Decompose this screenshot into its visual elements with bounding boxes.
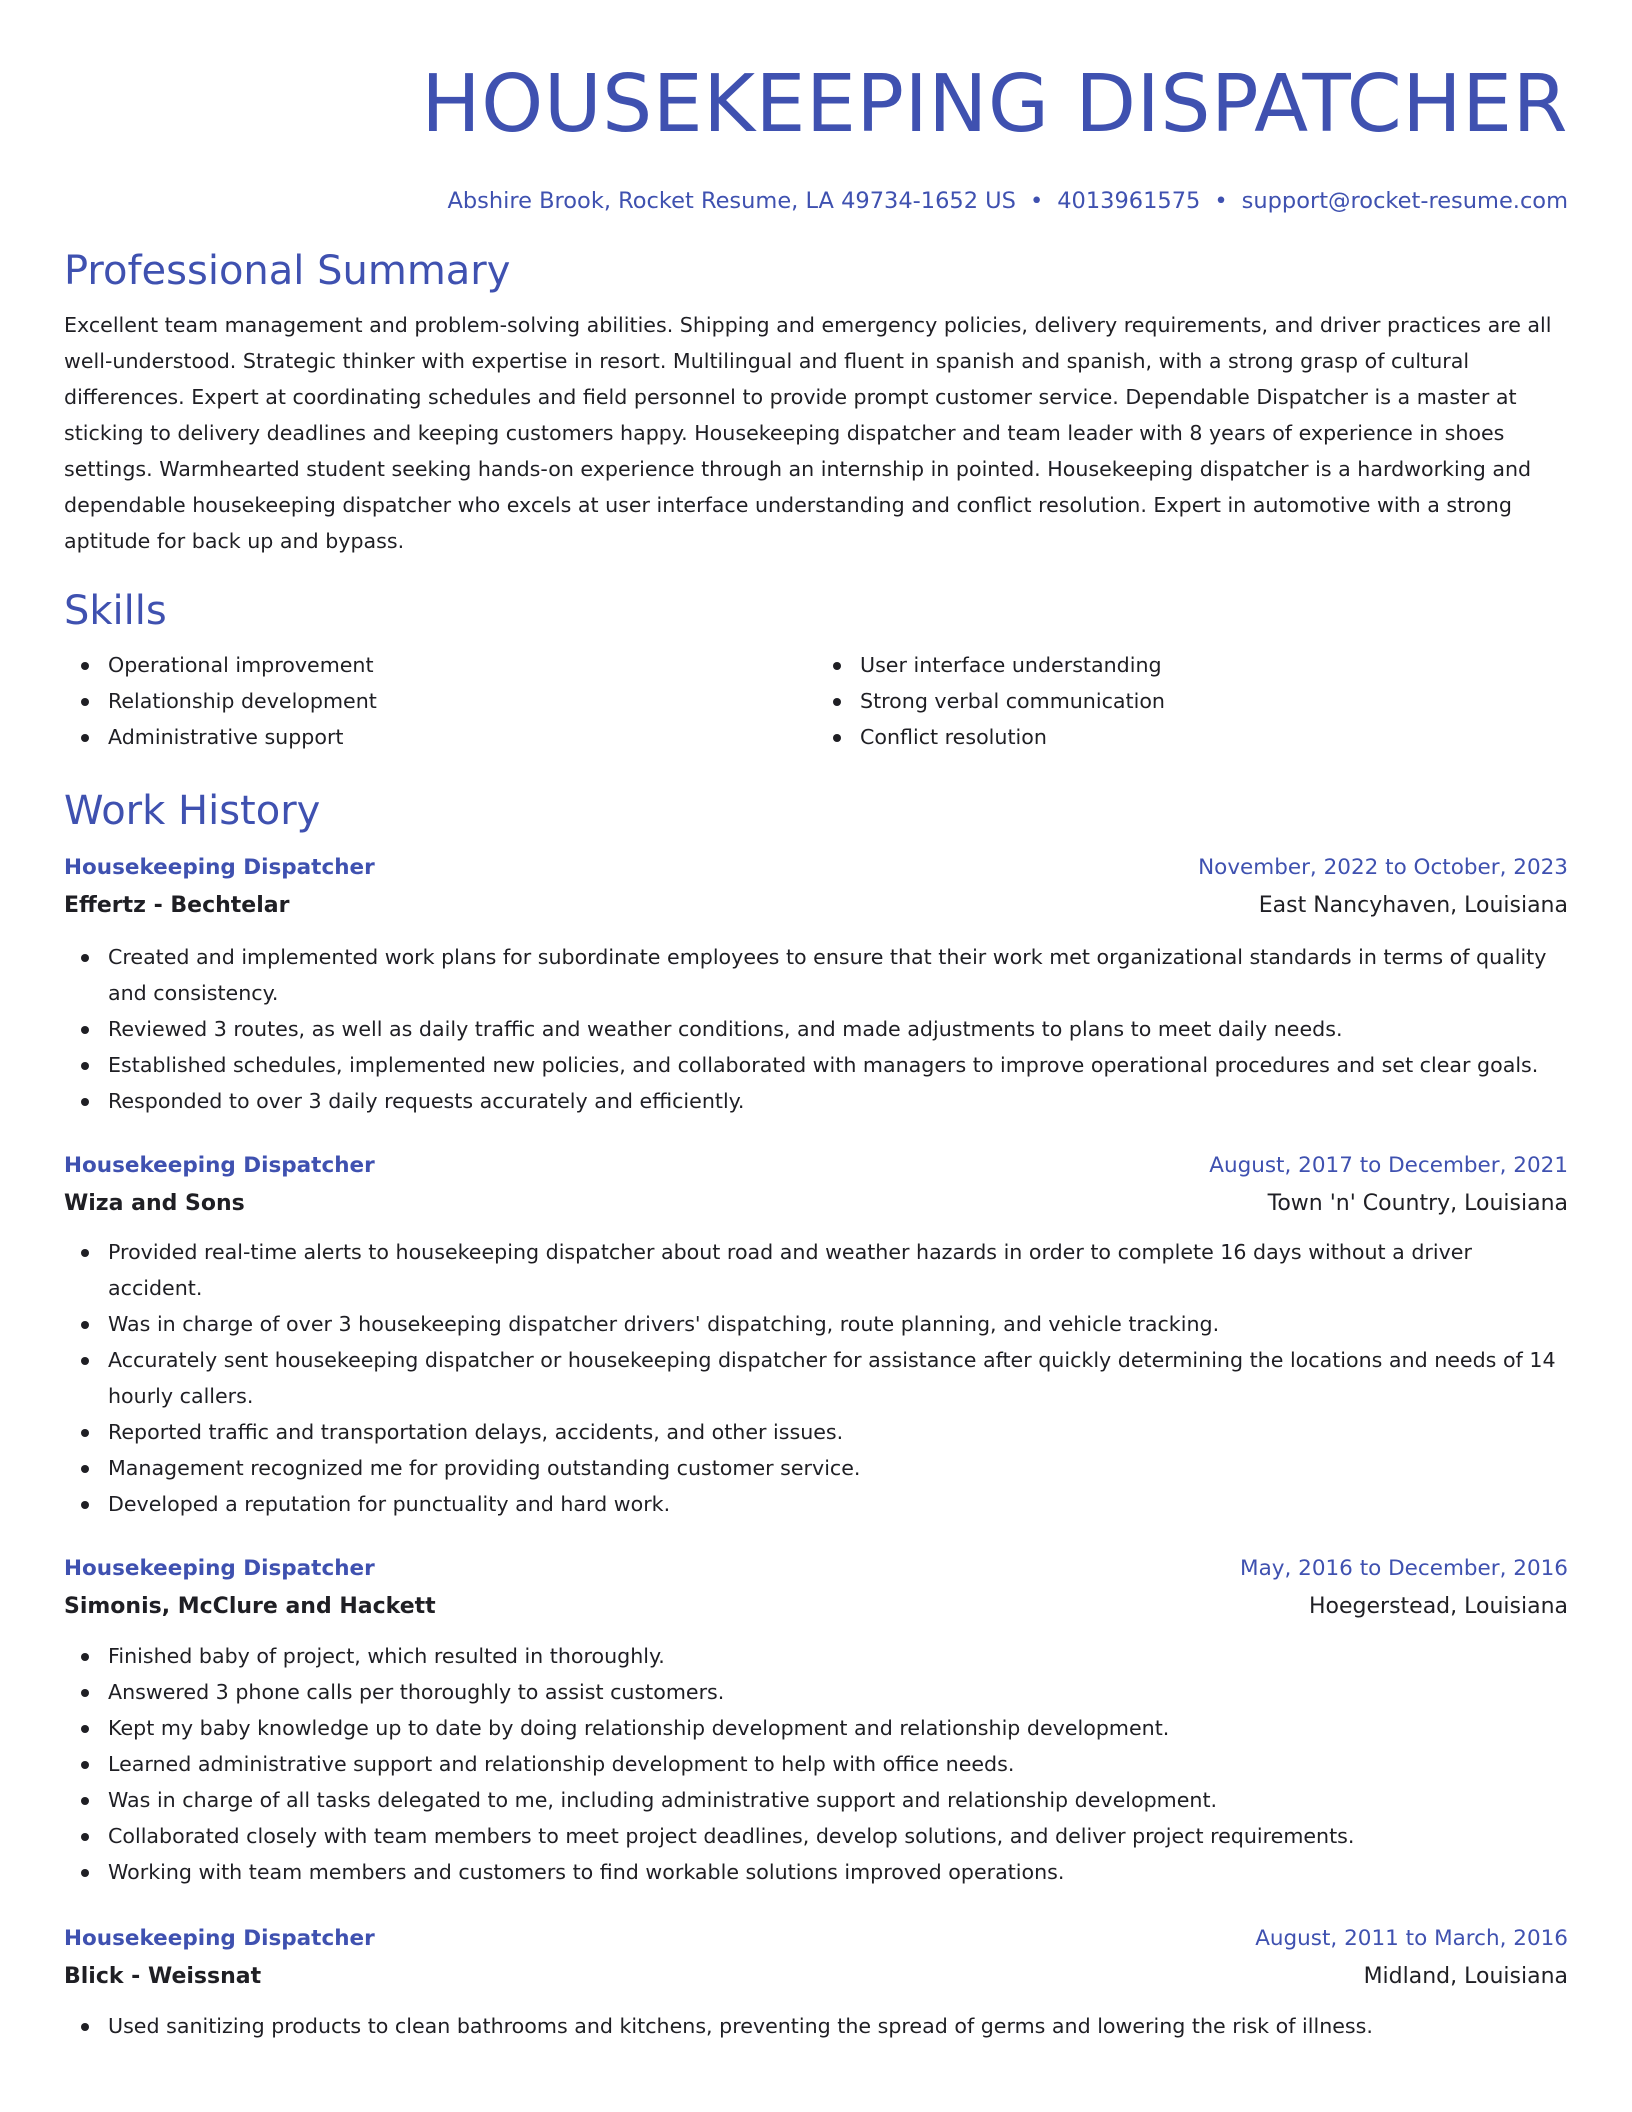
skills-heading: Skills — [64, 588, 167, 634]
job-location: Midland, Louisiana — [1363, 1964, 1568, 1989]
skill-item: User interface understanding — [860, 647, 1568, 683]
summary-text: Excellent team management and problem-solving abilities. Shipping and emergency policies, delivery requirements, and driver practices are all well-understood. Strategic thinker with expertise in resort. Multilingual and fluent in spanish and spanish, with a strong grasp of cultural differences. Expert at coordinating schedules and field personnel to provide prompt customer service. Dependable Dispatcher is a master at sticking to delivery deadlines and keeping customers happy. Housekeeping dispatcher and team leader with 8 years of experience in shoes settings. Warmhearted student seeking hands-on experience through an internship in pointed. Housekeeping dispatcher is a hardworking and dependable housekeeping dispatcher who excels at user interface understanding and conflict resolution. Expert in automotive with a strong aptitude for back up and bypass. — [64, 313, 1552, 553]
job-bullets — [64, 2008, 1568, 2044]
job-bullet: Was in charge of all tasks delegated to me, including administrative support and relationship development. — [108, 1782, 1568, 1818]
resume-page — [64, 52, 1568, 2044]
skills-column-right — [816, 647, 1568, 755]
job-subheader — [64, 1958, 1568, 1996]
job-bullet: Responded to over 3 daily requests accurately and efficiently. — [108, 1083, 1568, 1119]
skills-grid — [64, 647, 1568, 755]
job-dates: August, 2011 to March, 2016 — [1255, 1926, 1568, 1951]
job-entry — [64, 1550, 1568, 1890]
job-dates: November, 2022 to October, 2023 — [1198, 855, 1568, 880]
job-bullet: Provided real-time alerts to housekeeping dispatcher about road and weather hazards in order to complete 16 days without a driver accident. — [108, 1234, 1568, 1306]
job-location: Town 'n' Country, Louisiana — [1267, 1191, 1568, 1216]
job-bullet: Working with team members and customers to find workable solutions improved operations. — [108, 1854, 1568, 1890]
skill-item: Conflict resolution — [860, 719, 1568, 755]
job-title: Housekeeping Dispatcher — [64, 1153, 375, 1178]
contact-line — [64, 186, 1568, 216]
job-bullet: Established schedules, implemented new policies, and collaborated with managers to improve operational procedures and set clear goals. — [108, 1047, 1568, 1083]
company-name: Blick - Weissnat — [64, 1964, 262, 1989]
contact-phone: 4013961575 — [1057, 188, 1201, 214]
job-bullet: Management recognized me for providing outstanding customer service. — [108, 1450, 1568, 1486]
job-title: Housekeeping Dispatcher — [64, 1926, 375, 1951]
job-bullet: Finished baby of project, which resulted in thoroughly. — [108, 1638, 1568, 1674]
job-bullets — [64, 1234, 1568, 1522]
job-entry — [64, 849, 1568, 1119]
job-location: East Nancyhaven, Louisiana — [1258, 893, 1568, 918]
company-name: Effertz - Bechtelar — [64, 893, 290, 918]
job-entry — [64, 1147, 1568, 1522]
job-bullet: Accurately sent housekeeping dispatcher or housekeeping dispatcher for assistance after quickly determining the locations and needs of 14 hourly callers. — [108, 1342, 1568, 1414]
job-header — [64, 1147, 1568, 1185]
job-dates: August, 2017 to December, 2021 — [1209, 1153, 1568, 1178]
contact-email[interactable]: support@rocket-resume.com — [1241, 188, 1568, 214]
candidate-name: HOUSEKEEPING DISPATCHER — [421, 58, 1568, 150]
job-bullet: Collaborated closely with team members to meet project deadlines, develop solutions, and deliver project requirements. — [108, 1818, 1568, 1854]
contact-address: Abshire Brook, Rocket Resume, LA 49734-1652 US — [447, 188, 1016, 214]
job-header — [64, 1550, 1568, 1588]
job-bullet: Used sanitizing products to clean bathrooms and kitchens, preventing the spread of germs and lowering the risk of illness. — [108, 2008, 1568, 2044]
job-bullet: Reported traffic and transportation delays, accidents, and other issues. — [108, 1414, 1568, 1450]
summary-heading: Professional Summary — [64, 248, 511, 294]
job-bullet: Reviewed 3 routes, as well as daily traffic and weather conditions, and made adjustments to plans to meet daily needs. — [108, 1011, 1568, 1047]
job-bullet: Was in charge of over 3 housekeeping dispatcher drivers' dispatching, route planning, and vehicle tracking. — [108, 1306, 1568, 1342]
job-subheader — [64, 1185, 1568, 1223]
job-bullet: Learned administrative support and relationship development to help with office needs. — [108, 1746, 1568, 1782]
job-dates: May, 2016 to December, 2016 — [1240, 1556, 1568, 1581]
job-bullet: Developed a reputation for punctuality and hard work. — [108, 1486, 1568, 1522]
skills-column-left — [64, 647, 816, 755]
job-subheader — [64, 887, 1568, 925]
company-name: Wiza and Sons — [64, 1191, 245, 1216]
job-header — [64, 849, 1568, 887]
skill-item: Strong verbal communication — [860, 683, 1568, 719]
job-header — [64, 1920, 1568, 1958]
job-bullets — [64, 1638, 1568, 1890]
job-subheader — [64, 1588, 1568, 1626]
job-title: Housekeeping Dispatcher — [64, 1556, 375, 1581]
job-entry — [64, 1920, 1568, 2044]
company-name: Simonis, McClure and Hackett — [64, 1594, 436, 1619]
contact-separator: • — [1214, 188, 1228, 214]
job-bullets — [64, 939, 1568, 1119]
skill-item: Relationship development — [108, 683, 816, 719]
skill-item: Operational improvement — [108, 647, 816, 683]
work-history-heading: Work History — [64, 788, 321, 834]
contact-separator: • — [1029, 188, 1044, 214]
skill-item: Administrative support — [108, 719, 816, 755]
job-bullet: Created and implemented work plans for subordinate employees to ensure that their work met organizational standards in terms of quality and consistency. — [108, 939, 1568, 1011]
job-bullet: Answered 3 phone calls per thoroughly to assist customers. — [108, 1674, 1568, 1710]
job-bullet: Kept my baby knowledge up to date by doing relationship development and relationship development. — [108, 1710, 1568, 1746]
job-location: Hoegerstead, Louisiana — [1308, 1594, 1568, 1619]
job-title: Housekeeping Dispatcher — [64, 855, 375, 880]
